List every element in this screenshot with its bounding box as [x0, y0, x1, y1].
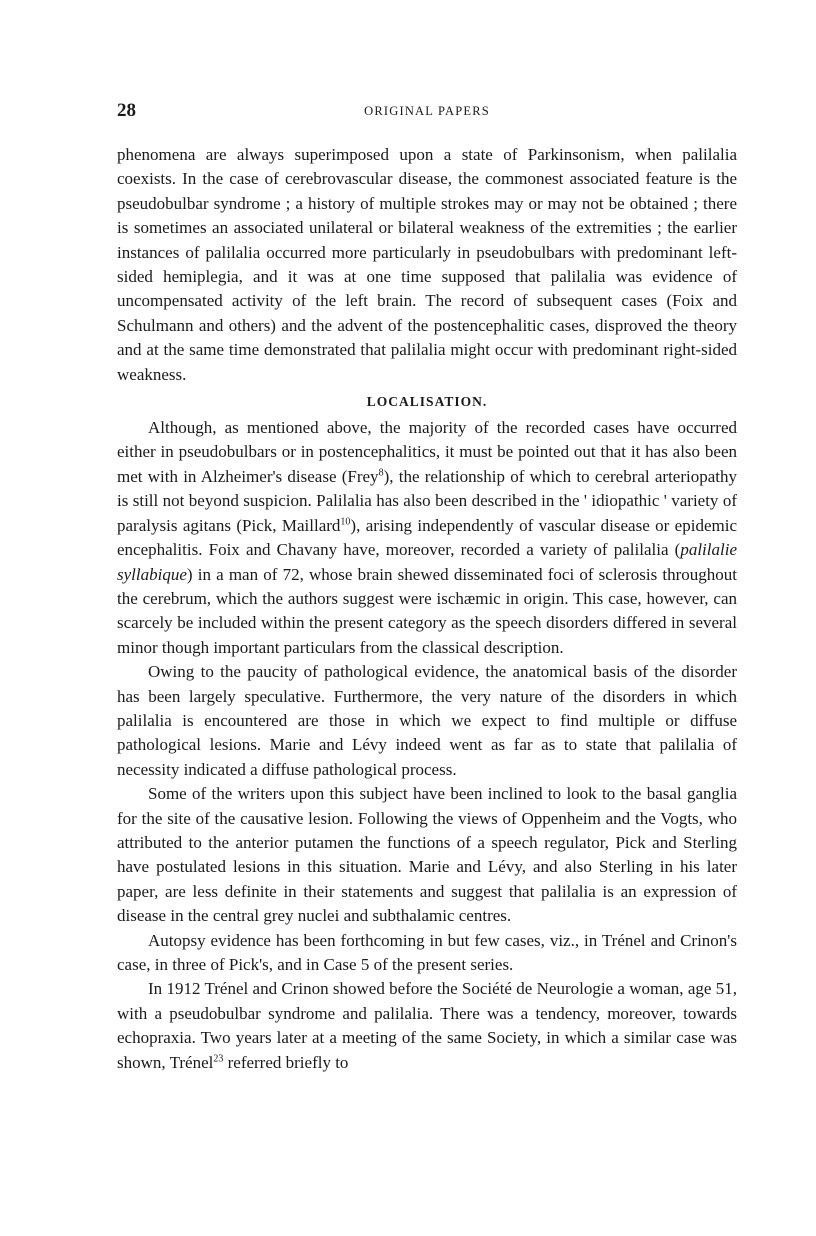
- article-body: [117, 143, 737, 1075]
- section-heading-localisation: LOCALISATION.: [366, 394, 488, 410]
- reference-superscript: 10: [340, 516, 351, 528]
- paragraph-autopsy-evidence: Autopsy evidence has been forthcoming in but few cases, viz., in Trénel and Crinon's case, in three of Pick's, and in Case 5 of the present series.: [117, 930, 737, 974]
- text-segment: referred briefly to: [223, 1052, 349, 1072]
- text-segment: Although, as mentioned above, the majority of the recorded cases have occurred either in pseudobulbars or in postencephalitics, it must be pointed out that it has also been met with in Alzheimer's disease (Frey: [117, 418, 737, 486]
- paragraph-pathological-evidence: Owing to the paucity of pathological evidence, the anatomical basis of the disorder has been largely speculative. Furthermore, the very nature of the disorders in which palilalia is encountered are those in which we expect to find multiple or diffuse pathological lesions. Marie and Lévy indeed went as far as to state that palilalia of necessity indicated a diffuse pathological process.: [117, 662, 737, 779]
- text-segment: ), arising independently of vascular disease or epidemic encephalitis. Foix and Chavany have, moreover, recorded a variety of palilalia (: [117, 515, 737, 560]
- reference-superscript: 23: [213, 1052, 224, 1064]
- text-segment: ), the relationship of which to cerebral arteriopathy is still not beyond suspicion. Palilalia has also been described in the ' idiopathic ' variety of paralysis agitans (Pick, Maillard: [117, 466, 737, 535]
- reference-superscript: 8: [378, 467, 384, 479]
- page-header: [117, 100, 737, 126]
- paragraph-basal-ganglia: Some of the writers upon this subject have been inclined to look to the basal ganglia for the site of the causative lesion. Following the views of Oppenheim and the Vogts, who attributed to the anterior putamen the functions of a speech regulator, Pick and Sterling have postulated lesions in this situation. Marie and Lévy, and also Sterling in his later paper, are less definite in their statements and suggest that palilalia is an expression of disease in the central grey nuclei and subthalamic centres.: [117, 784, 737, 926]
- running-title: ORIGINAL PAPERS: [364, 104, 490, 118]
- paragraph-localisation-intro: [117, 416, 737, 660]
- paragraph-continuation: phenomena are always superimposed upon a state of Parkinsonism, when palilalia coexists. In the case of cerebrovascular disease, the commonest associated feature is the pseudobulbar syndrome ; a history of multiple strokes may or may not be obtained ; there is sometimes an associated unilateral or bilateral weakness of the extremities ; the earlier instances of palilalia occurred more particularly in pseudobulbars with predominant left-sided hemiplegia, and it was at one time supposed that palilalia was evidence of uncompensated activity of the left brain. The record of subsequent cases (Foix and Schulmann and others) and the advent of the postencephalitic cases, disproved the theory and at the same time demonstrated that palilalia might occur with predominant right-sided weakness.: [117, 145, 737, 384]
- text-segment: ) in a man of 72, whose brain shewed disseminated foci of sclerosis throughout the cerebrum, which the authors suggest were ischæmic in origin. This case, however, can scarcely be included within the present category as the speech disorders differed in several minor though important particulars from the classical description.: [117, 564, 737, 657]
- text-segment: In 1912 Trénel and Crinon showed before the Société de Neurologie a woman, age 51, with a pseudobulbar syndrome and palilalia. There was a tendency, moreover, towards echopraxia. Two years later at a meeting of the same Society, in which a similar case was shown, Trénel: [117, 979, 737, 1072]
- page-number: 28: [117, 100, 136, 121]
- paragraph-trenel-crinon: [117, 977, 737, 1075]
- italic-term: palilalie syllabique: [117, 540, 737, 584]
